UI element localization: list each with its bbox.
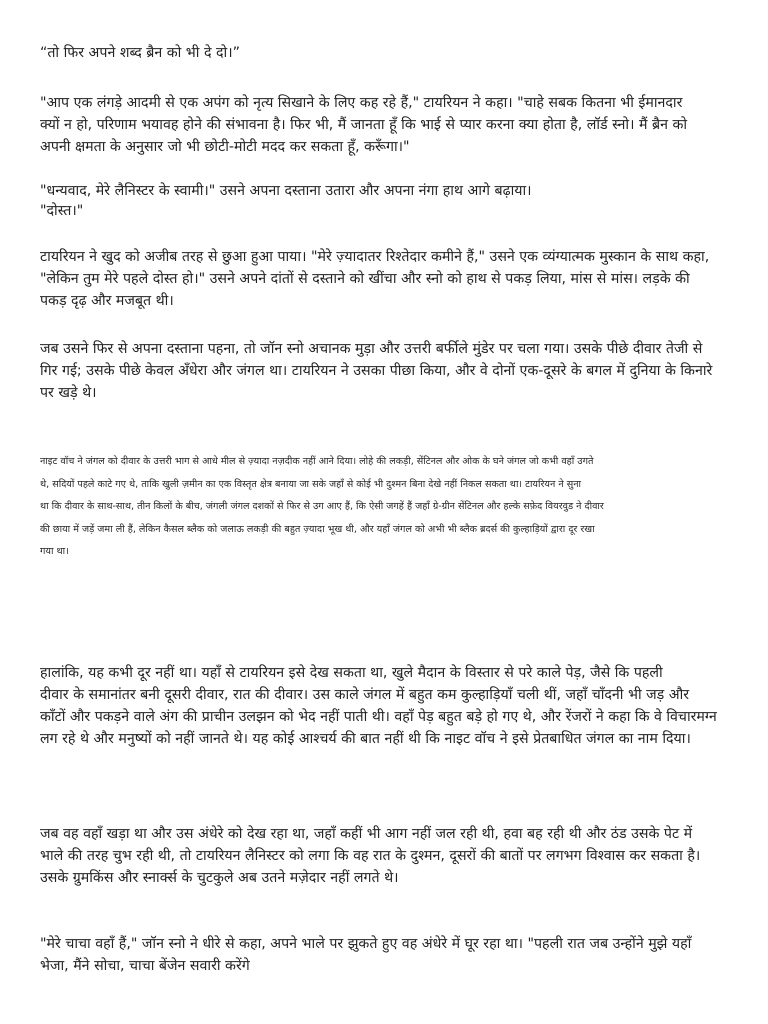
text-line: दीवार के समानांतर बनी दूसरी दीवार, रात की दीवार। उस काले जंगल में बहुत कम कुल्हाड़ियाँ चली थीं, जहाँ चाँदनी भी जड़ और xyxy=(40,687,690,703)
text-line: "लेकिन तुम मेरे पहले दोस्त हो।" उसने अपने दांतों से दस्ताने को खींचा और स्नो को हाथ से पकड़ लिया, मांस से मांस। लड़के की xyxy=(40,271,690,287)
text-line: गिर गई; उसके पीछे केवल अँधेरा और जंगल था। टायरियन ने उसका पीछा किया, और वे दोनों एक-दूसरे के बगल में दुनिया के किनारे xyxy=(40,363,713,379)
paragraph-6 xyxy=(40,451,728,564)
text-line: काँटों और पकड़ने वाले अंग की प्राचीन उलझन को भेद नहीं पाती थी। वहाँ पेड़ बहुत बड़े हो गए थे, और रेंजरों ने कहा कि वे विचारमग्न xyxy=(40,709,717,725)
paragraph-1 xyxy=(40,42,728,64)
text-line: लग रहे थे और मनुष्यों को नहीं जानते थे। यह कोई आश्चर्य की बात नहीं थी कि नाइट वॉच ने इसे प्रेतबाधित जंगल का नाम दिया। xyxy=(40,731,691,747)
text-line: थे, सदियों पहले काटे गए थे, ताकि खुली ज़मीन का एक विस्तृत क्षेत्र बनाया जा सके जहाँ से कोई भी दुश्मन बिना देखे नहीं निकल सकता था। टायरियन ने सुना xyxy=(40,478,582,490)
paragraph-5 xyxy=(40,338,728,404)
text-line: "दोस्त।" xyxy=(40,203,84,219)
text-line: की छाया में जड़ें जमा ली हैं, लेकिन कैसल ब्लैक को जलाऊ लकड़ी की बहुत ज़्यादा भूख थी, और यहाँ जंगल को अभी भी ब्लैक ब्रदर्स की कुल्हाड़ियों द्वारा दूर रखा xyxy=(40,523,595,535)
text-line: पर खड़े थे। xyxy=(40,385,97,401)
text-line: अपनी क्षमता के अनुसार जो भी छोटी-मोटी मदद कर सकता हूँ, करूँगा।" xyxy=(40,139,410,155)
text-line: हालांकि, यह कभी दूर नहीं था। यहाँ से टायरियन इसे देख सकता था, खुले मैदान के विस्तार से परे काले पेड़, जैसे कि पहली xyxy=(40,665,663,681)
text-line: भाले की तरह चुभ रही थी, तो टायरियन लैनिस्टर को लगा कि वह रात के दुश्मन, दूसरों की बातों पर लगभग विश्वास कर सकता है। xyxy=(40,848,701,864)
text-line: था कि दीवार के साथ-साथ, तीन किलों के बीच, जंगली जंगल दशकों से फिर से उग आए हैं, कि ऐसी जगहें हैं जहाँ ग्रे-ग्रीन सेंटिनल और हल्के सफ़ेद वियरवुड ने दीवार xyxy=(40,501,604,512)
text-line: जब वह वहाँ खड़ा था और उस अंधेरे को देख रहा था, जहाँ कहीं भी आग नहीं जल रही थी, हवा बह रही थी और ठंड उसके पेट में xyxy=(40,826,693,842)
text-line: पकड़ दृढ़ और मजबूत थी। xyxy=(40,293,174,309)
text-line: क्यों न हो, परिणाम भयावह होने की संभावना है। फिर भी, मैं जानता हूँ कि भाई से प्यार करना क्या होता है, लॉर्ड स्नो। मैं ब्रैन को xyxy=(40,117,688,133)
paragraph-7 xyxy=(40,662,728,750)
paragraph-4 xyxy=(40,246,728,312)
text-line: जब उसने फिर से अपना दस्ताना पहना, तो जॉन स्नो अचानक मुड़ा और उत्तरी बर्फीले मुंडेर पर चला गया। उसके पीछे दीवार तेजी से xyxy=(40,341,703,357)
paragraph-8 xyxy=(40,823,728,889)
text-line: "धन्यवाद, मेरे लैनिस्टर के स्वामी।" उसने अपना दस्ताना उतारा और अपना नंगा हाथ आगे बढ़ाया। xyxy=(40,183,532,199)
text-line: उसके ग्रुमकिंस और स्नार्क्स के चुटकुले अब उतने मज़ेदार नहीं लगते थे। xyxy=(40,870,399,886)
text-line: “तो फिर अपने शब्द ब्रैन को भी दे दो।” xyxy=(40,45,240,61)
text-line: भेजा, मैंने सोचा, चाचा बेंजेन सवारी करेंगे xyxy=(40,958,250,974)
text-line: नाइट वॉच ने जंगल को दीवार के उत्तरी भाग से आधे मील से ज़्यादा नज़दीक नहीं आने दिया। लोहे की लकड़ी, सेंटिनल और ओक के घने जंगल जो कभी वहाँ उगते xyxy=(40,456,594,467)
paragraph-2 xyxy=(40,92,728,158)
text-line: गया था। xyxy=(40,546,69,557)
paragraph-3 xyxy=(40,180,728,220)
text-line: "मेरे चाचा वहाँ हैं," जॉन स्नो ने धीरे से कहा, अपने भाले पर झुकते हुए वह अंधेरे में घूर रहा था। "पहली रात जब उन्होंने मुझे यहाँ xyxy=(40,936,692,952)
text-line: "आप एक लंगड़े आदमी से एक अपंग को नृत्य सिखाने के लिए कह रहे हैं," टायरियन ने कहा। "चाहे सबक कितना भी ईमानदार xyxy=(40,95,683,111)
text-line: टायरियन ने खुद को अजीब तरह से छुआ हुआ पाया। "मेरे ज़्यादातर रिश्तेदार कमीने हैं," उसने एक व्यंग्यात्मक मुस्कान के साथ कहा, xyxy=(40,249,710,265)
paragraph-9 xyxy=(40,933,728,977)
